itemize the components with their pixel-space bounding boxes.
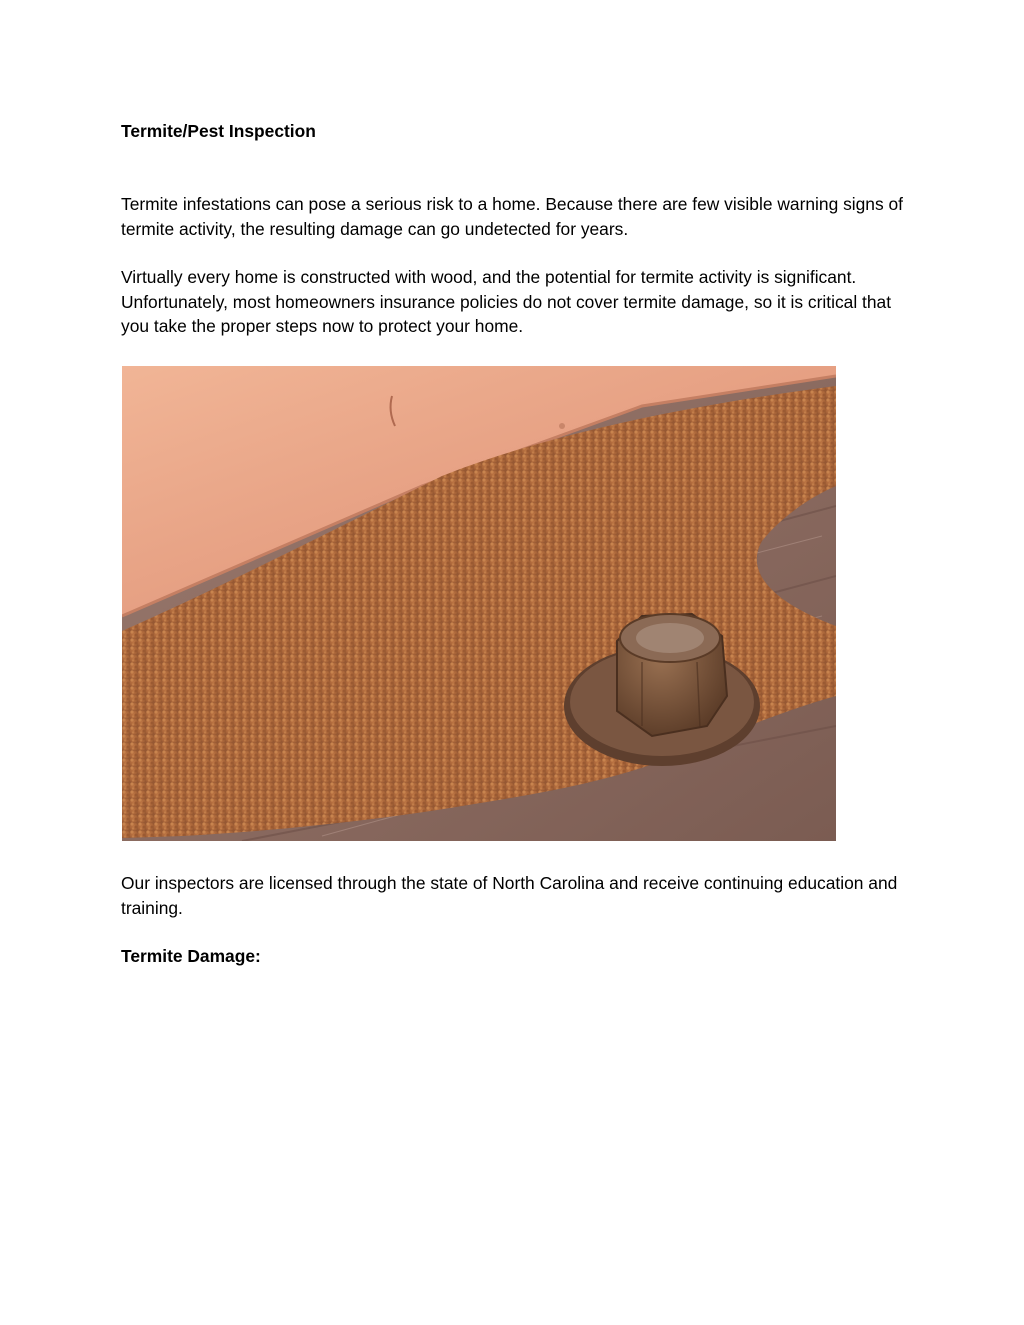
- intro-paragraph: Termite infestations can pose a serious risk to a home. Because there are few visible warning signs of termite activity, the resulting damage can go undetected for years.: [121, 194, 904, 239]
- risk-paragraph: Virtually every home is constructed with wood, and the potential for termite activity is significant. Unfortunately, most homeowners insurance policies do not cover termite damage, so it is critical that you take the proper steps now to protect your home.: [121, 267, 892, 336]
- termite-frass-photo: [122, 366, 836, 841]
- page-title: Termite/Pest Inspection: [121, 121, 316, 141]
- section-heading-termite-damage: Termite Damage:: [121, 946, 261, 966]
- licensing-paragraph: Our inspectors are licensed through the state of North Carolina and receive continuing education and training.: [121, 873, 898, 918]
